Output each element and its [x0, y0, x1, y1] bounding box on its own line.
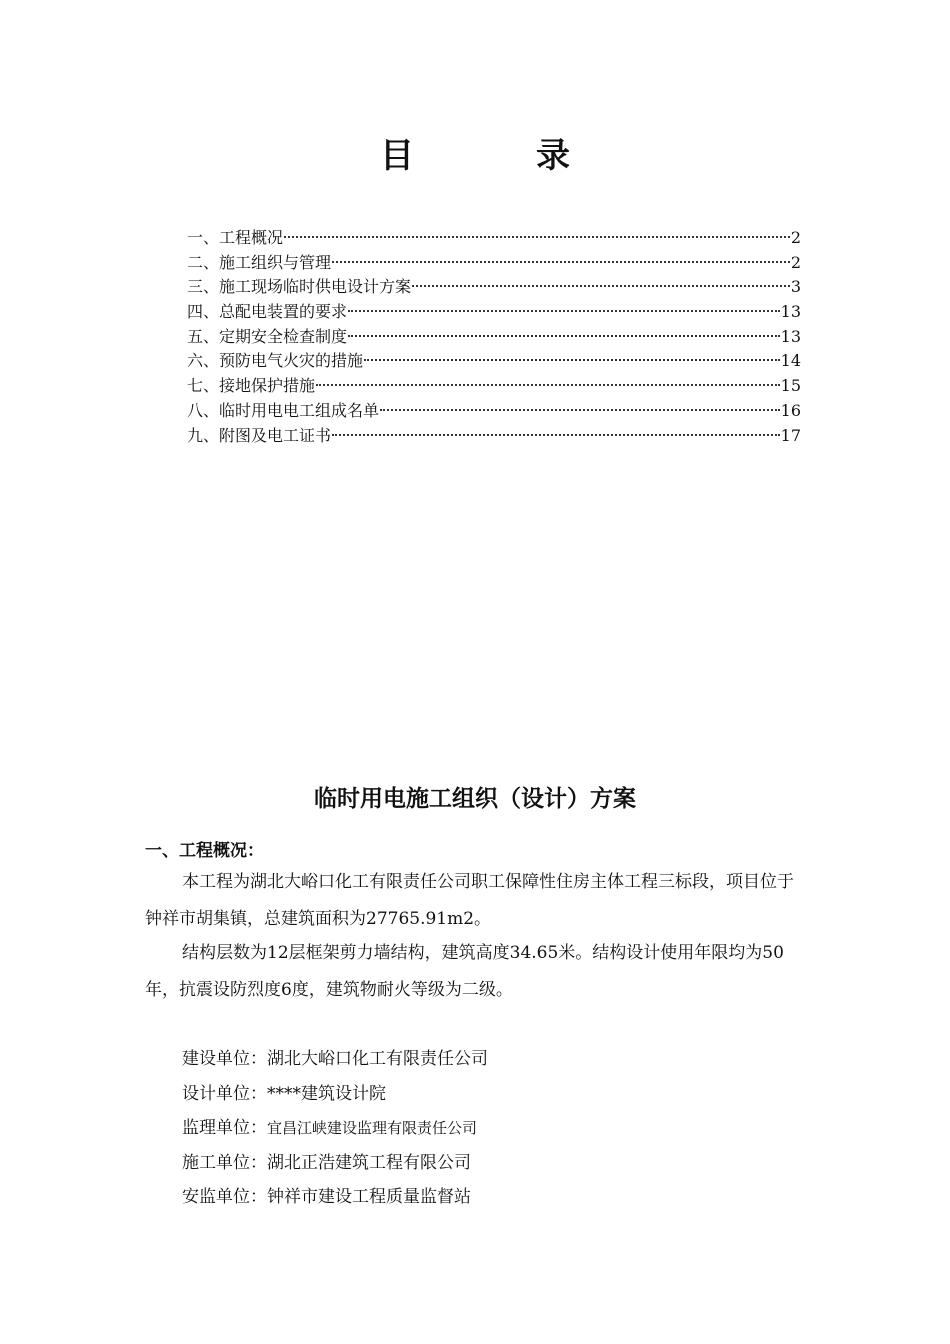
- toc-entry-page: 3: [790, 277, 801, 297]
- toc-leader-dots: [332, 261, 790, 263]
- unit-label: 设计单位：: [182, 1083, 267, 1104]
- toc-leader-dots: [332, 434, 780, 436]
- toc-entry-page: 15: [780, 376, 801, 396]
- toc-entry[interactable]: [187, 251, 801, 276]
- unit-value: ****建筑设计院: [267, 1083, 386, 1104]
- document-title: 临时用电施工组织（设计）方案: [314, 786, 636, 812]
- unit-label: 施工单位：: [182, 1152, 267, 1173]
- toc-leader-dots: [364, 359, 780, 361]
- toc-entry-label: 三、施工现场临时供电设计方案: [187, 277, 412, 297]
- table-of-contents: [187, 226, 801, 448]
- toc-leader-dots: [348, 310, 780, 312]
- toc-entry-label: 五、定期安全检查制度: [187, 326, 348, 346]
- unit-label: 安监单位：: [182, 1187, 267, 1207]
- toc-entry-page: 13: [780, 326, 801, 346]
- toc-entry-label: 一、工程概况: [187, 228, 284, 247]
- toc-entry-label: 七、接地保护措施: [187, 376, 316, 396]
- toc-entry-label: 六、预防电气火灾的措施: [187, 351, 364, 371]
- toc-entry-page: 2: [790, 252, 801, 272]
- toc-entry-page: 17: [780, 425, 801, 445]
- overview-paragraph: 本工程为湖北大峪口化工有限责任公司职工保障性住房主体工程三标段，项目位于钟祥市胡集镇，总建筑面积为27765.91m2。: [145, 872, 794, 929]
- section-heading: 一、工程概况：: [145, 841, 264, 861]
- unit-value: 湖北大峪口化工有限责任公司: [267, 1049, 488, 1069]
- toc-entry-label: 九、附图及电工证书: [187, 425, 332, 445]
- toc-entry[interactable]: [187, 374, 801, 399]
- toc-leader-dots: [348, 335, 780, 337]
- toc-entry-page: 2: [790, 228, 801, 247]
- project-units-list: [182, 1042, 488, 1215]
- unit-row-contractor: [182, 1146, 488, 1181]
- toc-entry-label: 二、施工组织与管理: [187, 252, 332, 272]
- toc-title: 目 录: [380, 136, 614, 176]
- toc-entry[interactable]: [187, 226, 801, 251]
- unit-value: 宜昌江峡建设监理有限责任公司: [267, 1119, 478, 1137]
- toc-leader-dots: [284, 236, 790, 238]
- toc-entry[interactable]: [187, 349, 801, 374]
- toc-entry-label: 八、临时用电电工组成名单: [187, 400, 380, 420]
- unit-value: 湖北正浩建筑工程有限公司: [267, 1152, 471, 1173]
- toc-leader-dots: [412, 285, 790, 287]
- toc-entry-page: 16: [780, 400, 801, 420]
- toc-entry[interactable]: [187, 275, 801, 300]
- toc-leader-dots: [380, 409, 780, 411]
- toc-entry[interactable]: [187, 325, 801, 350]
- unit-row-safety: [182, 1180, 488, 1215]
- unit-label: 监理单位：: [182, 1118, 267, 1138]
- unit-row-design: [182, 1077, 488, 1112]
- unit-row-construction: [182, 1042, 488, 1077]
- structure-paragraph: 结构层数为12层框架剪力墙结构，建筑高度34.65米。结构设计使用年限均为50年，抗震设防烈度6度，建筑物耐火等级为二级。: [145, 943, 784, 1000]
- unit-label: 建设单位：: [182, 1049, 267, 1069]
- unit-value: 钟祥市建设工程质量监督站: [267, 1187, 471, 1207]
- toc-leader-dots: [316, 384, 780, 386]
- toc-entry-label: 四、总配电装置的要求: [187, 302, 348, 322]
- toc-entry[interactable]: [187, 399, 801, 424]
- toc-entry[interactable]: [187, 300, 801, 325]
- unit-row-supervision: [182, 1111, 488, 1146]
- toc-entry-page: 13: [780, 302, 801, 322]
- toc-entry[interactable]: [187, 424, 801, 449]
- toc-entry-page: 14: [780, 351, 801, 371]
